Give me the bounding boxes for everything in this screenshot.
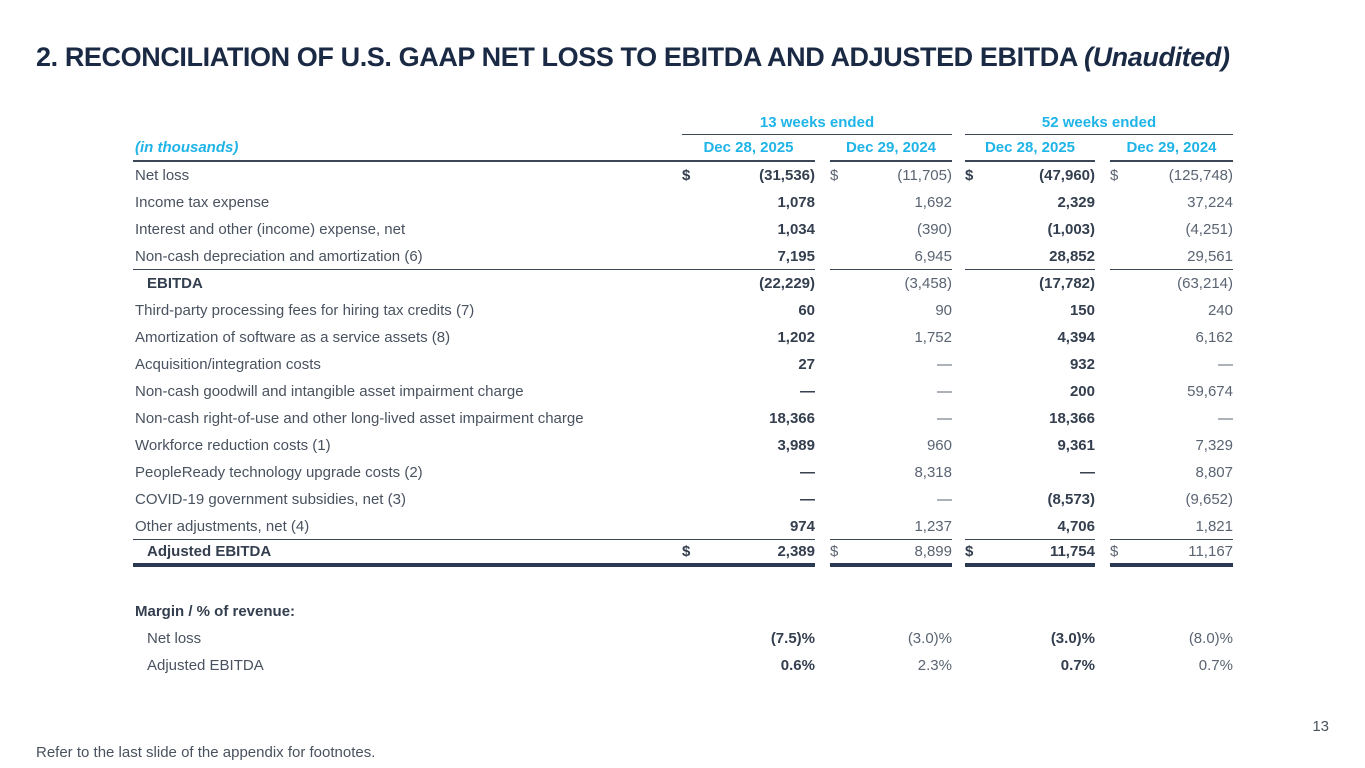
cell-number: — bbox=[1218, 356, 1233, 373]
cell-number: — bbox=[800, 491, 815, 508]
row-label: Interest and other (income) expense, net bbox=[135, 221, 406, 238]
cell-number: 9,361 bbox=[1057, 437, 1095, 454]
cell-value bbox=[965, 324, 1095, 351]
table-row bbox=[133, 405, 1233, 432]
cell-value bbox=[682, 189, 815, 216]
cell-value bbox=[965, 486, 1095, 513]
column-header-q-prior: Dec 29, 2024 bbox=[830, 135, 952, 162]
dollar-sign: $ bbox=[965, 543, 974, 560]
cell-number: 240 bbox=[1207, 302, 1233, 319]
cell-number: — bbox=[937, 410, 952, 427]
cell-value bbox=[1110, 513, 1233, 540]
table-row bbox=[133, 459, 1233, 486]
page-title bbox=[36, 42, 1230, 73]
cell-value bbox=[965, 405, 1095, 432]
cell-number: 18,366 bbox=[1049, 410, 1095, 427]
row-label: Non-cash goodwill and intangible asset impairment charge bbox=[135, 383, 524, 400]
cell-value bbox=[830, 162, 952, 189]
cell-value bbox=[1110, 405, 1233, 432]
cell-value bbox=[1110, 486, 1233, 513]
table-row bbox=[133, 324, 1233, 351]
cell-number: 1,202 bbox=[777, 329, 815, 346]
row-label: Net loss bbox=[135, 167, 190, 184]
cell-number: 18,366 bbox=[769, 410, 815, 427]
cell-number: 1,692 bbox=[914, 194, 952, 211]
cell-value bbox=[965, 189, 1095, 216]
group-header-52-weeks: 52 weeks ended bbox=[965, 114, 1233, 135]
table-row bbox=[133, 486, 1233, 513]
cell-value bbox=[682, 540, 815, 567]
cell-number: 7,329 bbox=[1195, 437, 1233, 454]
row-label: Non-cash depreciation and amortization (6) bbox=[133, 243, 682, 270]
row-label: Third-party processing fees for hiring tax credits (7) bbox=[135, 302, 475, 319]
cell-value bbox=[830, 297, 952, 324]
cell-number: (4,251) bbox=[1185, 221, 1233, 238]
margin-section bbox=[133, 598, 1233, 679]
period-group-header-row bbox=[133, 110, 1233, 135]
cell-number: 200 bbox=[1069, 383, 1095, 400]
cell-value bbox=[1110, 216, 1233, 243]
cell-number: (63,214) bbox=[1177, 275, 1233, 292]
margin-row bbox=[133, 625, 1233, 652]
margin-section-title: Margin / % of revenue: bbox=[135, 603, 296, 620]
cell-number: (390) bbox=[916, 221, 952, 238]
cell-number: 27 bbox=[798, 356, 815, 373]
cell-value bbox=[965, 378, 1095, 405]
column-header-row bbox=[133, 135, 1233, 162]
cell-number: 6,162 bbox=[1195, 329, 1233, 346]
page-title-text: 2. RECONCILIATION OF U.S. GAAP NET LOSS TO EBITDA AND ADJUSTED EBITDA bbox=[36, 42, 1078, 72]
cell-number: 960 bbox=[926, 437, 952, 454]
row-label: Non-cash right-of-use and other long-lived asset impairment charge bbox=[135, 410, 584, 427]
row-label: Amortization of software as a service assets (8) bbox=[135, 329, 451, 346]
cell-value bbox=[1110, 432, 1233, 459]
cell-value bbox=[682, 378, 815, 405]
cell-number: 28,852 bbox=[1049, 247, 1095, 265]
cell-number: 0.7% bbox=[1060, 657, 1095, 674]
column-header-y-current: Dec 28, 2025 bbox=[965, 135, 1095, 162]
margin-section-body bbox=[133, 625, 1233, 679]
cell-number: 7,195 bbox=[777, 247, 815, 265]
cell-value bbox=[965, 459, 1095, 486]
cell-value bbox=[965, 297, 1095, 324]
cell-value bbox=[682, 243, 815, 270]
cell-number: (17,782) bbox=[1039, 275, 1095, 292]
dollar-sign: $ bbox=[682, 167, 691, 184]
cell-value bbox=[1110, 625, 1233, 652]
cell-value bbox=[965, 625, 1095, 652]
cell-value bbox=[965, 513, 1095, 540]
row-label: Adjusted EBITDA bbox=[133, 540, 682, 567]
cell-number: (8.0)% bbox=[1188, 630, 1233, 647]
cell-value bbox=[830, 432, 952, 459]
cell-value bbox=[682, 216, 815, 243]
cell-number: 2,389 bbox=[777, 543, 815, 560]
cell-value bbox=[682, 486, 815, 513]
cell-number: (11,705) bbox=[897, 167, 952, 184]
cell-number: (1,003) bbox=[1047, 221, 1095, 238]
dollar-sign: $ bbox=[830, 167, 839, 184]
column-header-y-prior: Dec 29, 2024 bbox=[1110, 135, 1233, 162]
table-row bbox=[133, 216, 1233, 243]
row-label: Acquisition/integration costs bbox=[135, 356, 321, 373]
cell-value bbox=[965, 351, 1095, 378]
row-label: PeopleReady technology upgrade costs (2) bbox=[135, 464, 423, 481]
cell-value bbox=[682, 459, 815, 486]
cell-number: 4,394 bbox=[1057, 329, 1095, 346]
row-label: COVID-19 government subsidies, net (3) bbox=[135, 491, 406, 508]
cell-number: 932 bbox=[1069, 356, 1095, 373]
units-label: (in thousands) bbox=[133, 135, 682, 162]
cell-value bbox=[1110, 351, 1233, 378]
cell-value bbox=[830, 189, 952, 216]
cell-value bbox=[1110, 378, 1233, 405]
row-label: Income tax expense bbox=[135, 194, 270, 211]
cell-number: — bbox=[937, 356, 952, 373]
cell-value bbox=[965, 270, 1095, 297]
cell-number: (22,229) bbox=[759, 275, 815, 292]
cell-value bbox=[830, 459, 952, 486]
group-header-13-weeks: 13 weeks ended bbox=[682, 114, 952, 135]
cell-number: — bbox=[937, 383, 952, 400]
cell-number: 8,899 bbox=[914, 543, 952, 560]
cell-number: 6,945 bbox=[914, 247, 952, 265]
cell-value bbox=[965, 432, 1095, 459]
cell-number: — bbox=[800, 464, 815, 481]
cell-number: 1,078 bbox=[777, 194, 815, 211]
cell-value bbox=[682, 432, 815, 459]
table-row bbox=[133, 378, 1233, 405]
dollar-sign: $ bbox=[830, 543, 839, 560]
page-title-unaudited: (Unaudited) bbox=[1083, 42, 1230, 72]
table-body bbox=[133, 162, 1233, 567]
cell-value bbox=[830, 540, 952, 567]
cell-value bbox=[965, 162, 1095, 189]
cell-number: 2.3% bbox=[917, 657, 952, 674]
cell-number: (7.5)% bbox=[770, 630, 815, 647]
cell-number: 974 bbox=[789, 517, 815, 535]
cell-number: — bbox=[937, 491, 952, 508]
cell-number: 59,674 bbox=[1187, 383, 1233, 400]
cell-value bbox=[682, 513, 815, 540]
cell-number: (31,536) bbox=[759, 167, 815, 184]
table-row bbox=[133, 243, 1233, 270]
cell-value bbox=[1110, 297, 1233, 324]
cell-number: 11,754 bbox=[1049, 543, 1095, 560]
cell-value bbox=[1110, 162, 1233, 189]
page-number: 13 bbox=[1312, 718, 1329, 735]
cell-value bbox=[965, 216, 1095, 243]
cell-number: 8,318 bbox=[914, 464, 952, 481]
table-row bbox=[133, 351, 1233, 378]
cell-value bbox=[682, 625, 815, 652]
cell-value bbox=[682, 162, 815, 189]
table-row bbox=[133, 270, 1233, 297]
cell-number: (125,748) bbox=[1168, 167, 1233, 184]
cell-value bbox=[965, 652, 1095, 679]
cell-number: 1,237 bbox=[914, 517, 952, 535]
table-row bbox=[133, 297, 1233, 324]
cell-number: 0.6% bbox=[780, 657, 815, 674]
cell-number: — bbox=[800, 383, 815, 400]
cell-value bbox=[830, 513, 952, 540]
cell-value bbox=[1110, 324, 1233, 351]
cell-number: 1,752 bbox=[914, 329, 952, 346]
cell-number: (3,458) bbox=[904, 275, 952, 292]
cell-value bbox=[682, 351, 815, 378]
cell-value bbox=[682, 324, 815, 351]
cell-value bbox=[830, 486, 952, 513]
cell-value bbox=[830, 625, 952, 652]
cell-number: 3,989 bbox=[777, 437, 815, 454]
cell-value bbox=[830, 405, 952, 432]
cell-number: (3.0)% bbox=[1050, 630, 1095, 647]
cell-number: 37,224 bbox=[1187, 194, 1233, 211]
row-label: Adjusted EBITDA bbox=[147, 657, 264, 674]
cell-number: 2,329 bbox=[1057, 194, 1095, 211]
cell-number: 11,167 bbox=[1188, 543, 1233, 560]
cell-value bbox=[830, 378, 952, 405]
row-label: EBITDA bbox=[147, 275, 203, 292]
cell-number: 8,807 bbox=[1195, 464, 1233, 481]
cell-value bbox=[830, 216, 952, 243]
cell-value bbox=[830, 652, 952, 679]
cell-value bbox=[1110, 652, 1233, 679]
cell-number: 90 bbox=[935, 302, 952, 319]
cell-value bbox=[965, 243, 1095, 270]
cell-number: (3.0)% bbox=[907, 630, 952, 647]
cell-number: 29,561 bbox=[1187, 247, 1233, 265]
dollar-sign: $ bbox=[965, 167, 974, 184]
cell-value bbox=[1110, 459, 1233, 486]
cell-value bbox=[1110, 189, 1233, 216]
cell-value bbox=[682, 297, 815, 324]
footnote-reference: Refer to the last slide of the appendix for footnotes. bbox=[36, 744, 376, 761]
cell-number: (8,573) bbox=[1047, 491, 1095, 508]
table-row bbox=[133, 189, 1233, 216]
row-label: Workforce reduction costs (1) bbox=[135, 437, 331, 454]
dollar-sign: $ bbox=[682, 543, 691, 560]
table-row bbox=[133, 540, 1233, 567]
cell-value bbox=[830, 324, 952, 351]
cell-value bbox=[830, 270, 952, 297]
cell-value bbox=[965, 540, 1095, 567]
column-header-q-current: Dec 28, 2025 bbox=[682, 135, 815, 162]
cell-number: — bbox=[1218, 410, 1233, 427]
cell-value bbox=[1110, 243, 1233, 270]
cell-value bbox=[1110, 270, 1233, 297]
cell-value bbox=[682, 405, 815, 432]
cell-number: 0.7% bbox=[1198, 657, 1233, 674]
cell-value bbox=[1110, 540, 1233, 567]
row-label: Other adjustments, net (4) bbox=[133, 513, 682, 540]
cell-value bbox=[682, 652, 815, 679]
table-row bbox=[133, 162, 1233, 189]
cell-number: (9,652) bbox=[1185, 491, 1233, 508]
cell-number: 60 bbox=[798, 302, 815, 319]
reconciliation-table bbox=[133, 110, 1233, 567]
cell-value bbox=[682, 270, 815, 297]
margin-row bbox=[133, 652, 1233, 679]
cell-number: 4,706 bbox=[1057, 517, 1095, 535]
cell-number: 150 bbox=[1069, 302, 1095, 319]
cell-number: 1,034 bbox=[777, 221, 815, 238]
table-row bbox=[133, 432, 1233, 459]
table-row bbox=[133, 513, 1233, 540]
cell-number: — bbox=[1080, 464, 1095, 481]
cell-value bbox=[830, 351, 952, 378]
row-label: Net loss bbox=[147, 630, 202, 647]
cell-number: 1,821 bbox=[1195, 517, 1233, 535]
dollar-sign: $ bbox=[1110, 543, 1119, 560]
cell-value bbox=[830, 243, 952, 270]
dollar-sign: $ bbox=[1110, 167, 1119, 184]
cell-number: (47,960) bbox=[1039, 167, 1095, 184]
